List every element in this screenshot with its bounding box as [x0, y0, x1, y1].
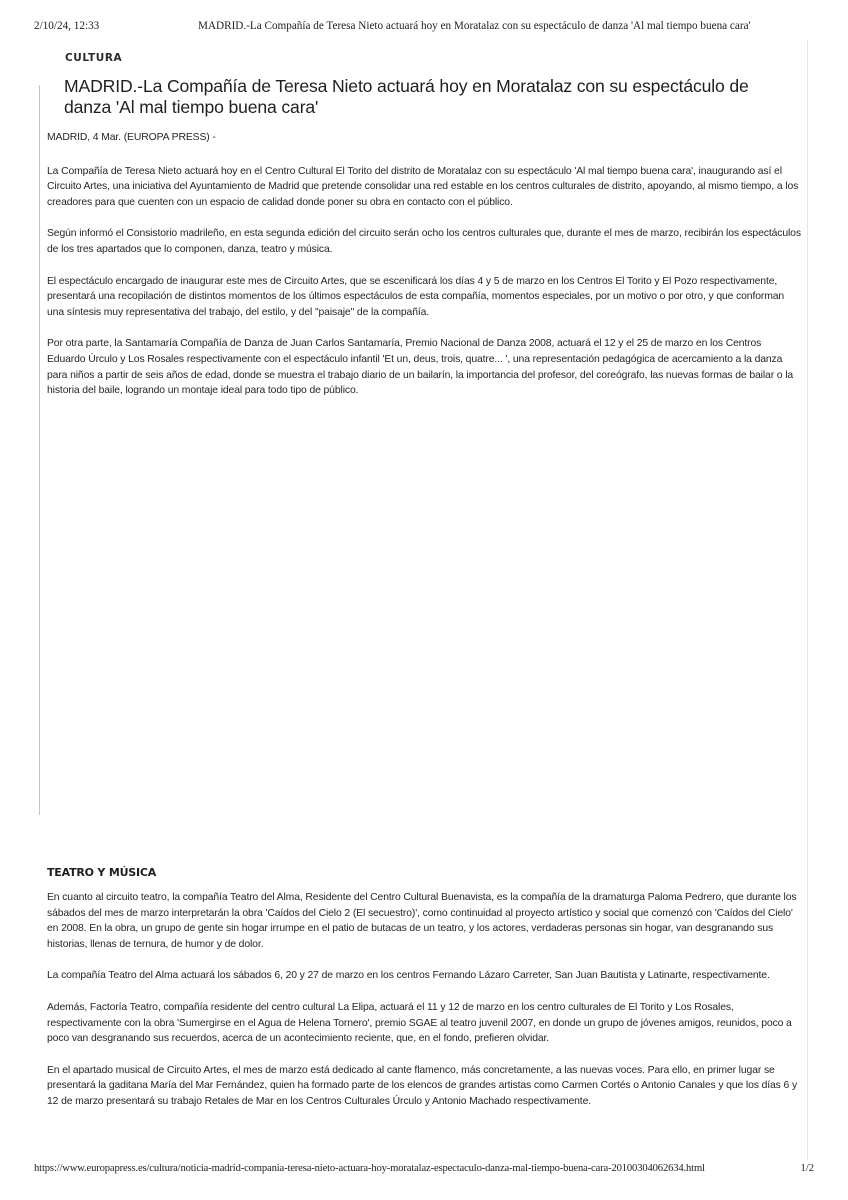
- section-label[interactable]: CULTURA: [65, 52, 123, 64]
- article-dateline: MADRID, 4 Mar. (EUROPA PRESS) -: [47, 132, 216, 143]
- page-indicator: 1/2: [800, 1163, 814, 1174]
- subsection-paragraph: En el apartado musical de Circuito Artes, el mes de marzo está dedicado al cante flamenco, más concretamente, a las nuevas voces. Para ello, en primer lugar se presentará la gaditana María del Mar Fernández, quien ha formado parte de los elencos de grandes artistas como Carmen Cortés o Antonio Canales y que los días 6 y 12 de marzo presentará su trabajo Retales de Mar en los Centros Culturales Úrculo y Antonio Machado respectivamente.: [47, 1064, 798, 1107]
- subsection-paragraph: En cuanto al circuito teatro, la compañía Teatro del Alma, Residente del Centro Cultural Buenavista, es la compañía de la dramaturga Paloma Pedrero, que durante los sábados del mes de marzo interpretarán la obra 'Caídos del Cielo 2 (El secuestro)', como continuidad al proyecto artístico y social que comenzó con 'Caídos del Cielo' en 2008. En la obra, un grupo de gente sin hogar irrumpe en el patio de butacas de un teatro, y los actores, verdaderas personas sin hogar, van desgranando sus historias, llenas de ternura, de humor y de dolor.: [47, 892, 797, 950]
- article-body: [47, 130, 802, 415]
- print-datetime: 2/10/24, 12:33: [34, 20, 100, 32]
- article-paragraph: El espectáculo encargado de inaugurar este mes de Circuito Artes, que se escenificará los días 4 y 5 de marzo en los Centros El Torito y El Pozo respectivamente, presentará una recopilación de distintos momentos de los últimos espectáculos de esta compañía, momentos especiales, por un motivo o por otro, y que conforman una síntesis muy representativa del trabajo, del estilo, y del "paisaje" de la compañía.: [47, 275, 785, 318]
- article-paragraph: Por otra parte, la Santamaría Compañía de Danza de Juan Carlos Santamaría, Premio Nacional de Danza 2008, actuará el 12 y el 25 de marzo en los Centros Eduardo Úrculo y Los Rosales respectivamente con el espectáculo infantil 'Et un, deus, trois, quatre... ', una representación pedagógica de acercamiento a la danza para niños a partir de seis años de edad, donde se muestra el trabajo diario de un bailarín, la importancia del profesor, del coreógrafo, las nuevas formas de bailar o la historia del baile, logrando un montaje ideal para todo tipo de público.: [47, 338, 794, 397]
- print-document-title: MADRID.-La Compañía de Teresa Nieto actuará hoy en Moratalaz con su espectáculo de danza 'Al mal tiempo buena cara': [198, 20, 751, 32]
- article-headline: MADRID.-La Compañía de Teresa Nieto actuará hoy en Moratalaz con su espectáculo de danza 'Al mal tiempo buena cara': [64, 76, 749, 117]
- subsection-teatro-musica: [47, 866, 802, 1126]
- subsection-heading: TEATRO Y MÚSICA: [47, 866, 157, 879]
- subsection-paragraph: La compañía Teatro del Alma actuará los sábados 6, 20 y 27 de marzo en los centros Fernando Lázaro Carreter, San Juan Bautista y Latinarte, respectivamente.: [47, 970, 770, 982]
- article-left-border: [39, 85, 40, 815]
- article-paragraph: Según informó el Consistorio madrileño, en esta segunda edición del circuito serán ocho los centros culturales que, durante el mes de marzo, recibirán los espectáculos de los tres apartados que lo componen, danza, teatro y música.: [47, 228, 801, 255]
- print-source-url[interactable]: https://www.europapress.es/cultura/noticia-madrid-compania-teresa-nieto-actuara-hoy-moratalaz-espectaculo-danza-mal-tiempo-buena-cara-20100304062634.html: [34, 1163, 705, 1174]
- page-right-border: [807, 40, 808, 1160]
- subsection-paragraph: Además, Factoría Teatro, compañía residente del centro cultural La Elipa, actuará el 11 y 12 de marzo en los centro culturales de El Torito y Los Rosales, respectivamente con la obra 'Sumergirse en el Agua de Helena Tornero', premio SGAE al teatro juvenil 2007, en donde un grupo de jóvenes amigos, reunidos, poco a poco van desgranando sus recuerdos, acerca de un acontecimiento reciente, que, en el fondo, prefieren olvidar.: [47, 1001, 792, 1045]
- print-footer: [34, 1163, 814, 1179]
- print-header: [34, 20, 814, 36]
- article-paragraph: La Compañía de Teresa Nieto actuará hoy en el Centro Cultural El Torito del distrito de Moratalaz con su espectáculo 'Al mal tiempo buena cara', inaugurando así el Circuito Artes, una iniciativa del Ayuntamiento de Madrid que pretende consolidar una red estable en los centros culturales de distrito, apoyando, al mismo tiempo, a los creadores para que cuenten con un espacio de calidad donde poner su obra en contacto con el público.: [47, 165, 799, 208]
